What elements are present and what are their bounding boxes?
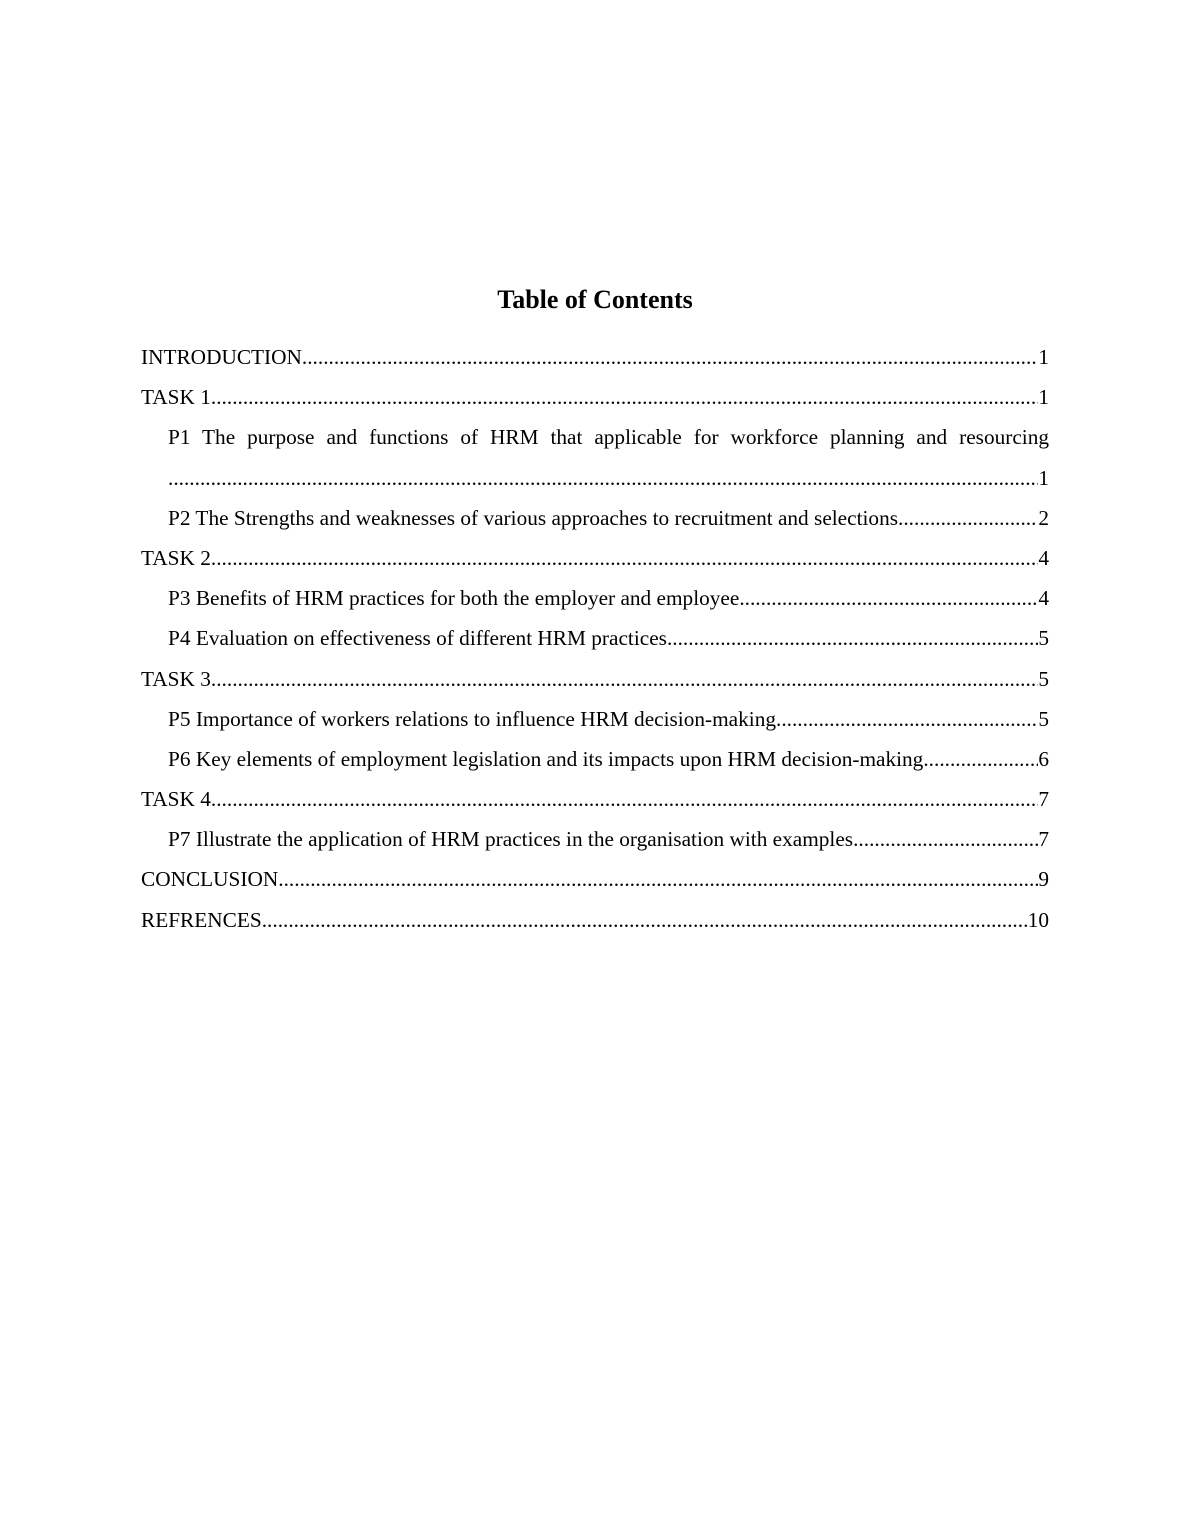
dot-leader (923, 739, 1038, 779)
toc-entry-task-1[interactable] (141, 377, 1049, 417)
toc-entry-p2[interactable] (141, 498, 1049, 538)
toc-entry-p5[interactable] (141, 699, 1049, 739)
toc-entry-label: P6 Key elements of employment legislation and its impacts upon HRM decision-making (168, 746, 924, 771)
dot-leader (211, 377, 1038, 417)
toc-entry-task-2[interactable] (141, 538, 1049, 578)
toc-entry-conclusion[interactable] (141, 859, 1049, 899)
dot-leader (739, 578, 1038, 618)
dot-leader (776, 699, 1038, 739)
toc-entry-label: TASK 4 (141, 787, 211, 812)
toc-entry-introduction[interactable] (141, 337, 1049, 377)
toc-entry-p3[interactable] (141, 578, 1049, 618)
toc-entry-p4[interactable] (141, 618, 1049, 658)
dot-leader (211, 659, 1038, 699)
dot-leader (898, 498, 1038, 538)
toc-list (141, 337, 1049, 940)
toc-entry-label: P4 Evaluation on effectiveness of different HRM practices (168, 626, 667, 651)
toc-entry-label: TASK 1 (141, 385, 211, 410)
toc-title: Table of Contents (497, 285, 693, 314)
toc-entry-label: P1 The purpose and functions of HRM that applicable for workforce planning and resourcing (168, 425, 1049, 450)
dot-leader (853, 819, 1038, 859)
toc-entry-page: 1 (1038, 385, 1049, 410)
toc-entry-page: 4 (1038, 586, 1049, 611)
dot-leader (211, 779, 1038, 819)
toc-entry-label: P3 Benefits of HRM practices for both the employer and employee (168, 586, 740, 611)
toc-entry-label: CONCLUSION (141, 867, 279, 892)
toc-entry-page: 5 (1038, 626, 1049, 651)
toc-entry-page: 10 (1027, 907, 1049, 932)
toc-entry-page: 1 (1038, 465, 1049, 490)
dot-leader (262, 900, 1028, 940)
toc-entry-page: 5 (1038, 706, 1049, 731)
toc-entry-p6[interactable] (141, 739, 1049, 779)
toc-entry-p1[interactable] (141, 417, 1049, 497)
toc-entry-page: 9 (1038, 867, 1049, 892)
toc-entry-label: REFRENCES (141, 907, 262, 932)
dot-leader (278, 859, 1038, 899)
dot-leader (667, 618, 1038, 658)
dot-leader (211, 538, 1038, 578)
toc-entry-page: 7 (1038, 827, 1049, 852)
toc-entry-page: 5 (1038, 666, 1049, 691)
toc-entry-page: 6 (1038, 746, 1049, 771)
toc-entry-label: TASK 2 (141, 545, 211, 570)
toc-entry-leader-line (168, 458, 1049, 498)
toc-entry-page: 1 (1038, 345, 1049, 369)
toc-entry-page: 2 (1038, 505, 1049, 530)
toc-entry-task-3[interactable] (141, 659, 1049, 699)
toc-entry-p7[interactable] (141, 819, 1049, 859)
toc-entry-label: P7 Illustrate the application of HRM practices in the organisation with examples (168, 827, 854, 852)
toc-entry-label: P5 Importance of workers relations to influence HRM decision-making (168, 706, 776, 731)
toc-entry-label: TASK 3 (141, 666, 211, 691)
toc-entry-label: P2 The Strengths and weaknesses of various approaches to recruitment and selections (168, 505, 899, 530)
toc-entry-task-4[interactable] (141, 779, 1049, 819)
dot-leader (302, 337, 1038, 377)
toc-entry-page: 4 (1038, 545, 1049, 570)
toc-entry-page: 7 (1038, 787, 1049, 812)
dot-leader (168, 458, 1038, 498)
toc-entry-label: INTRODUCTION (141, 345, 302, 369)
toc-entry-refrences[interactable] (141, 900, 1049, 940)
